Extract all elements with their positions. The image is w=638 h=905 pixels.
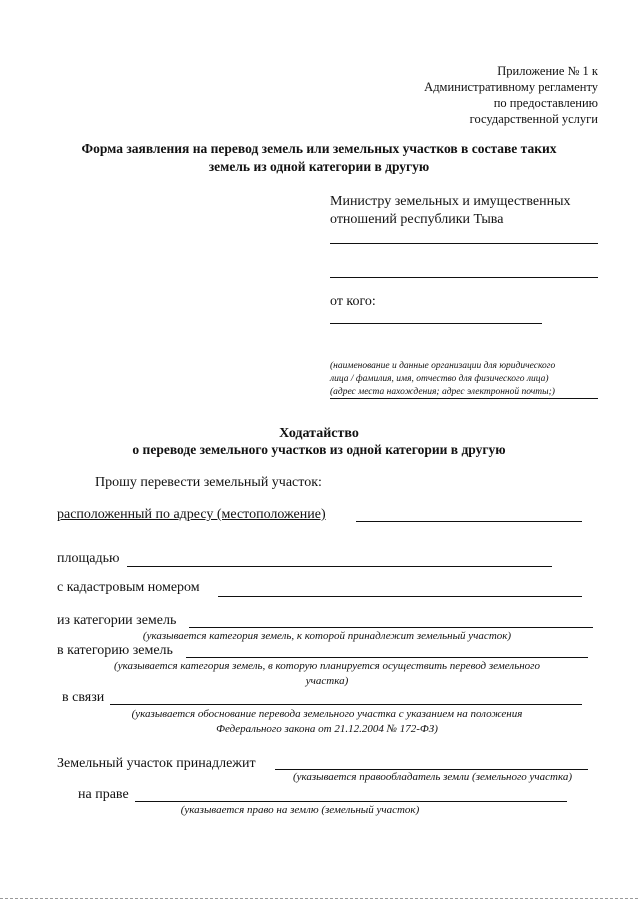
to-category-hint-line-2: участка)	[305, 675, 349, 687]
right-field[interactable]	[135, 801, 567, 802]
appendix-line-1: Приложение № 1 к	[497, 64, 598, 78]
owner-hint: (указывается правообладатель земли (земельного участка)	[292, 771, 573, 783]
request-text: Прошу перевести земельный участок:	[95, 475, 322, 490]
right-label: на праве	[78, 787, 129, 802]
from-note-line-1: (наименование и данные организации для юридического	[330, 361, 556, 371]
location-label: расположенный по адресу (местоположение)	[57, 507, 326, 522]
location-field[interactable]	[356, 521, 582, 522]
cadastral-label: с кадастровым номером	[57, 580, 200, 595]
to-category-field[interactable]	[186, 657, 588, 658]
from-note-line-3: (адрес места нахождения; адрес электронной почты;)	[330, 386, 598, 399]
appendix-line-4: государственной услуги	[469, 112, 598, 126]
petition-heading: Ходатайство	[279, 426, 359, 441]
from-category-hint: (указывается категория земель, к которой принадлежит земельный участок)	[142, 630, 512, 642]
from-blank[interactable]	[330, 323, 542, 324]
reason-label: в связи	[62, 690, 105, 705]
owner-label: Земельный участок принадлежит	[57, 756, 256, 771]
area-label: площадью	[57, 551, 120, 566]
appendix-line-2: Административному регламенту	[424, 80, 598, 94]
page-edge-divider	[0, 898, 638, 899]
petition-subheading: о переводе земельного участков из одной категории в другую	[132, 442, 506, 457]
addressee-blank-1[interactable]	[330, 243, 598, 244]
addressee-line-1: Министру земельных и имущественных	[330, 194, 571, 209]
form-title-line-1: Форма заявления на перевод земель или земельных участков в составе таких	[81, 141, 557, 156]
appendix-line-3: по предоставлению	[493, 96, 598, 110]
from-label: от кого:	[330, 294, 376, 309]
from-category-label: из категории земель	[57, 613, 177, 628]
area-field[interactable]	[127, 566, 552, 567]
right-hint: (указывается право на землю (земельный участок)	[180, 804, 420, 816]
to-category-label: в категорию земель	[57, 643, 173, 658]
reason-field[interactable]	[110, 704, 582, 705]
from-category-field[interactable]	[189, 627, 593, 628]
addressee-blank-2[interactable]	[330, 277, 598, 278]
reason-hint-line-1: (указывается обоснование перевода земельного участка с указанием на положения	[131, 708, 523, 720]
form-title-line-2: земель из одной категории в другую	[208, 159, 430, 174]
reason-hint-line-2: Федерального закона от 21.12.2004 № 172-ФЗ)	[216, 723, 438, 735]
addressee-line-2: отношений республики Тыва	[330, 212, 504, 227]
to-category-hint-line-1: (указывается категория земель, в которую планируется осуществить перевод земельного	[114, 660, 540, 672]
from-note-line-2: лица / фамилия, имя, отчество для физического лица)	[330, 374, 549, 384]
cadastral-field[interactable]	[218, 596, 582, 597]
